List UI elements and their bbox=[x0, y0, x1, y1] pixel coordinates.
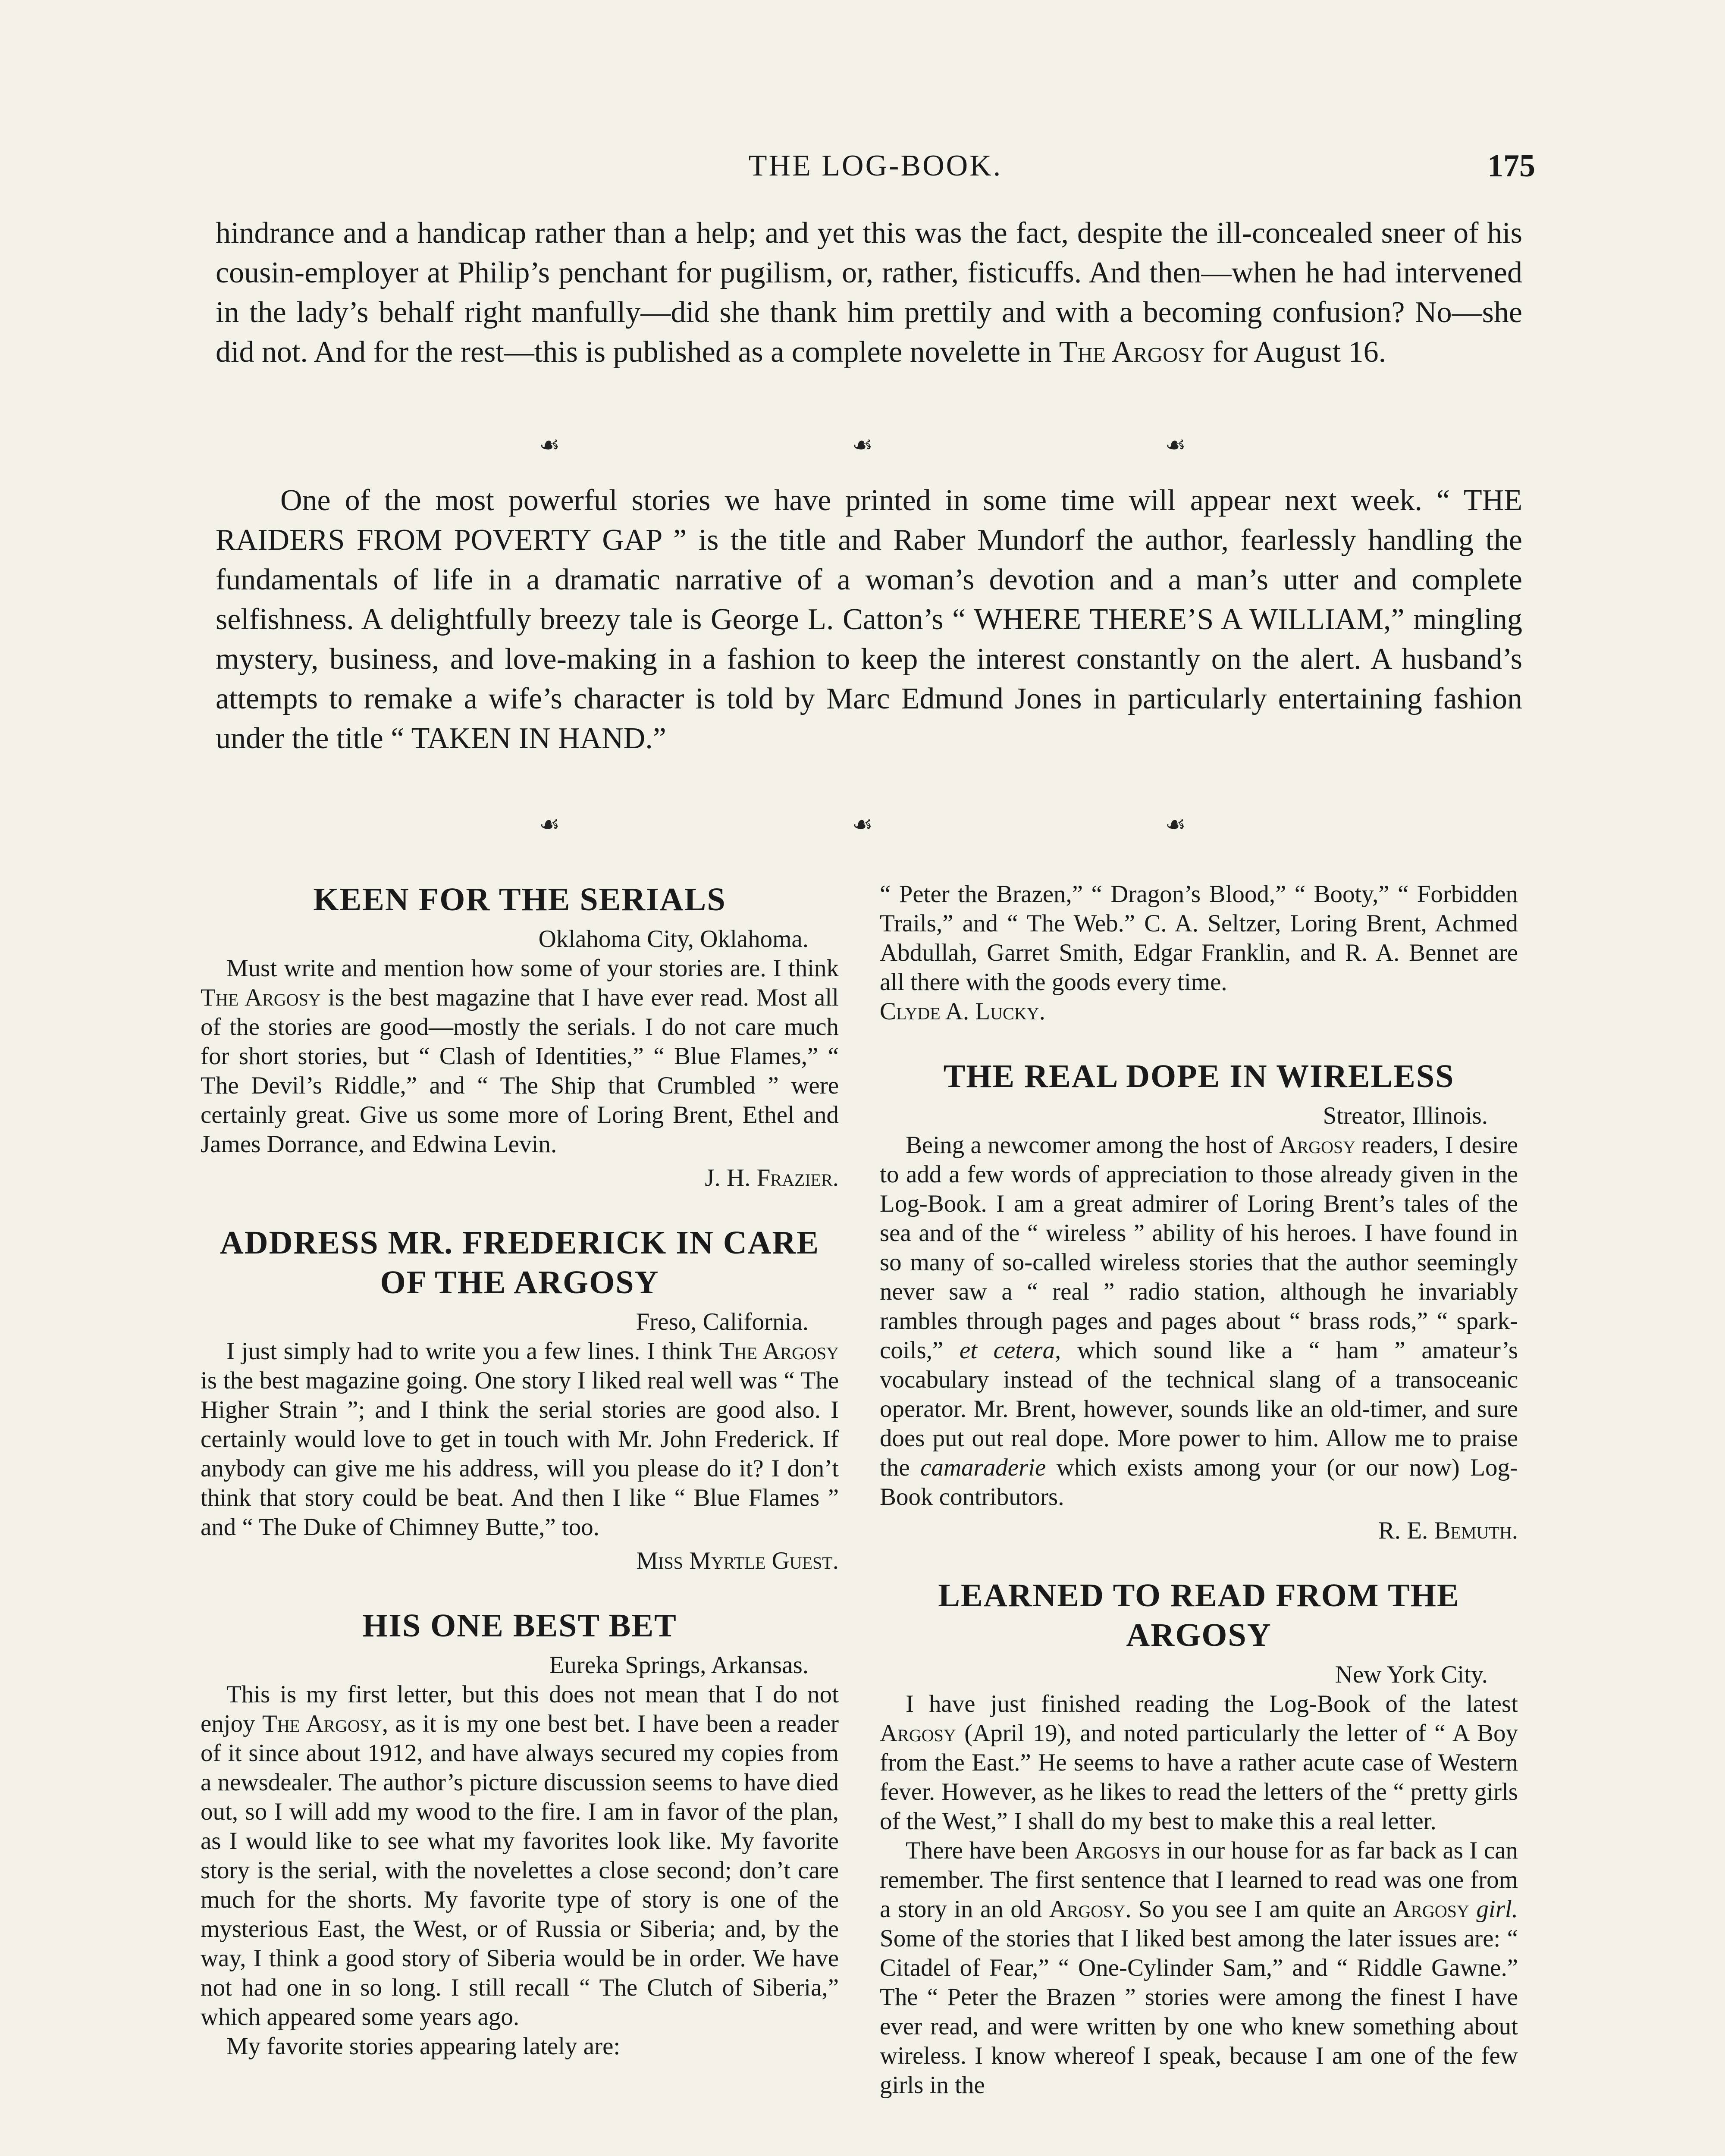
letter-heading: HIS ONE BEST BET bbox=[362, 1608, 677, 1644]
letter-address-mr-frederick bbox=[201, 1223, 839, 1576]
letter-learned-to-read bbox=[880, 1576, 1518, 2100]
ornament-icon: ☙ bbox=[1165, 812, 1186, 837]
letter-text: Being a newcomer among the host of bbox=[906, 1131, 1273, 1159]
magazine-name: Argosy bbox=[880, 1720, 956, 1747]
magazine-name: Argosy. bbox=[1049, 1896, 1132, 1923]
letter-text: readers, I desire to add a few words of appreciation to those already given in the Log-Book. I am a great admirer of Loring Brent’s tales of the sea and of the “ wireless ” ability of his heroes. I have found in so many of so-called wireless stories that the author seemingly never saw a “ real ” radio station, although he invariably rambles through pages and pages about “ brass rods,” “ spark-coils,” bbox=[880, 1131, 1518, 1364]
intro-paragraph-2 bbox=[216, 481, 1522, 758]
italic-phrase: girl. bbox=[1476, 1896, 1518, 1923]
letter-text: My favorite stories appearing lately are: bbox=[226, 2033, 621, 2060]
letter-text: There have been bbox=[906, 1837, 1069, 1864]
next-week-announcement: One of the most powerful stories we have printed in some time will appear next week. “ THE RAIDERS FROM POVERTY GAP ” is the title and Raber Mundorf the author, fearlessly handling the fundamentals of life in a dramatic narrative of a woman’s devotion and a man’s utter and complete selfishness. A delightfully breezy tale is George L. Catton’s “ WHERE THERE’S A WILLIAM,” mingling mystery, business, and love-making in a fashion to keep the interest constantly on the alert. A husband’s attempts to remake a wife’s character is told by Marc Edmund Jones in particularly entertaining fashion under the title “ TAKEN IN HAND.” bbox=[216, 484, 1522, 755]
letter-text: Must write and mention how some of your stories are. I think bbox=[226, 955, 839, 982]
italic-phrase: et cetera, bbox=[959, 1337, 1061, 1364]
letter-text: This is my first letter, but this does not mean that I do not enjoy bbox=[201, 1681, 839, 1737]
letter-keen-for-serials bbox=[201, 880, 839, 1193]
ornament-icon: ☙ bbox=[539, 432, 560, 458]
letter-place: Oklahoma City, Oklahoma. bbox=[538, 925, 809, 953]
letter-signature: Clyde A. Lucky. bbox=[880, 998, 1045, 1025]
letter-body bbox=[201, 1680, 839, 2061]
letter-text: is the best magazine that I have ever read. Most all of the stories are good—mostly the serials. I do not care much for short stories, but “ Clash of Identities,” “ Blue Flames,” “ The Devil’s Riddle,” and “ The Ship that Crumbled ” were certainly great. Give us some more of Loring Brent, Ethel and James Dorrance, and Edwina Levin. bbox=[201, 984, 839, 1158]
ornament-icon: ☙ bbox=[1165, 432, 1186, 458]
magazine-name: Argosy bbox=[1393, 1896, 1469, 1923]
ornament-icon: ☙ bbox=[852, 432, 873, 458]
letter-text: which sound like a “ ham ” amateur’s vocabulary instead of the technical slang of a transoceanic operator. Mr. Brent, however, sounds like an old-timer, and sure does put out real dope. More power to him. Allow me to praise the bbox=[880, 1337, 1518, 1481]
letter-heading: LEARNED TO READ FROM THE ARGOSY bbox=[938, 1577, 1460, 1653]
letter-text: So you see I am quite an bbox=[1138, 1896, 1386, 1923]
letter-text: “ Peter the Brazen,” “ Dragon’s Blood,” “ Booty,” “ Forbidden Trails,” and “ The Web.” C. A. Seltzer, Loring Brent, Achmed Abdullah, Garret Smith, Edgar Franklin, and R. A. Bennet are all there with the goods every time. bbox=[880, 881, 1518, 996]
magazine-name: The Argosy bbox=[1059, 335, 1205, 369]
letter-signature: Miss Myrtle Guest. bbox=[636, 1547, 839, 1574]
letter-place: Freso, California. bbox=[636, 1308, 809, 1335]
letter-signature: J. H. Frazier. bbox=[705, 1164, 839, 1191]
magazine-name: The Argosy bbox=[201, 984, 321, 1011]
magazine-name: Argosy bbox=[1279, 1131, 1356, 1159]
letter-place: Eureka Springs, Arkansas. bbox=[549, 1651, 809, 1679]
letter-text: (April 19), and noted particularly the letter of “ A Boy from the East.” He seems to have a rather acute case of Western fever. However, as he likes to read the letters of the “ pretty girls of the West,” I shall do my best to make this a real letter. bbox=[880, 1720, 1518, 1835]
letter-text: Some of the stories that I liked best among the later issues are: “ Citadel of Fear,” “ One-Cylinder Sam,” and “ Riddle Gawne.” The “ Peter the Brazen ” stories were among the finest I have ever read, and were written by one who knew something about wireless. I know whereof I speak, because I am one of the few girls in the bbox=[880, 1925, 1518, 2099]
intro-text-end: for August 16. bbox=[1212, 335, 1386, 369]
intro-paragraph-1 bbox=[216, 213, 1522, 372]
letter-text: is the best magazine going. One story I liked real well was “ The Higher Strain ”; and I think the serial stories are good also. I certainly would love to get in touch with Mr. John Frederick. If anybody can give me his address, will you please do it? I don’t think that story could be beat. And then I like “ Blue Flames ” and “ The Duke of Chimney Butte,” too. bbox=[201, 1367, 839, 1541]
letter-text: I just simply had to write you a few lines. I think bbox=[226, 1338, 712, 1365]
letter-body bbox=[201, 954, 839, 1159]
letter-continuation bbox=[880, 880, 1518, 1026]
letter-heading: KEEN FOR THE SERIALS bbox=[313, 881, 726, 918]
magazine-name: Argosys bbox=[1074, 1837, 1160, 1864]
magazine-name: The Argosy, bbox=[262, 1710, 389, 1737]
letter-his-one-best-bet bbox=[201, 1606, 839, 2061]
ornament-icon: ☙ bbox=[539, 812, 560, 837]
letter-signature: R. E. Bemuth. bbox=[1378, 1517, 1518, 1544]
letter-text: I have just finished reading the Log-Book of the latest bbox=[906, 1690, 1518, 1717]
left-column bbox=[201, 880, 839, 2156]
italic-phrase: camaraderie bbox=[920, 1454, 1046, 1481]
letter-text: which exists among your (or our now) Log-Book contributors. bbox=[880, 1454, 1518, 1510]
ornament-icon: ☙ bbox=[852, 812, 873, 837]
letter-place: Streator, Illinois. bbox=[1323, 1102, 1488, 1129]
ornament-divider bbox=[539, 811, 1186, 838]
right-column bbox=[880, 880, 1518, 2156]
letter-heading: ADDRESS MR. FREDERICK IN CARE OF THE ARGOSY bbox=[220, 1225, 820, 1300]
ornament-divider bbox=[539, 431, 1186, 458]
letter-text: as it is my one best bet. I have been a reader of it since about 1912, and have always secured my copies from a newsdealer. The author’s picture discussion seems to have died out, so I will add my wood to the fire. I am in favor of the plan, as I would like to see what my favorites look like. My favorite story is the serial, with the novelettes a close second; don’t care much for the shorts. My favorite type of story is one of the mysterious East, the West, or of Russia or Siberia; and, by the way, I think a good story of Siberia would be in order. We have not had one in so long. I still recall “ The Clutch of Siberia,” which appeared some years ago. bbox=[201, 1710, 839, 2031]
letter-place: New York City. bbox=[1335, 1661, 1488, 1688]
letter-heading: THE REAL DOPE IN WIRELESS bbox=[943, 1058, 1455, 1094]
magazine-name: The Argosy bbox=[719, 1338, 839, 1365]
letter-body bbox=[201, 1337, 839, 1542]
intro-text: hindrance and a handicap rather than a help; and yet this was the fact, despite the ill-concealed sneer of his cousin-employer at Philip’s penchant for pugilism, or, rather, fisticuffs. And then—when he had intervened in the lady’s behalf right manfully—did she thank him prettily and with a becoming confusion? No—she did not. And for the rest—this is published as a complete novelette in bbox=[216, 216, 1522, 369]
letter-body bbox=[880, 1689, 1518, 2100]
running-title: THE LOG-BOOK. bbox=[748, 149, 1003, 182]
letter-text: in our house for as far back as I can remember. The first sentence that I learned to read was one from a story in an old bbox=[880, 1837, 1518, 1923]
letter-real-dope-wireless bbox=[880, 1056, 1518, 1545]
running-head bbox=[216, 142, 1535, 190]
page-number: 175 bbox=[1487, 148, 1535, 184]
letter-body bbox=[880, 1131, 1518, 1512]
